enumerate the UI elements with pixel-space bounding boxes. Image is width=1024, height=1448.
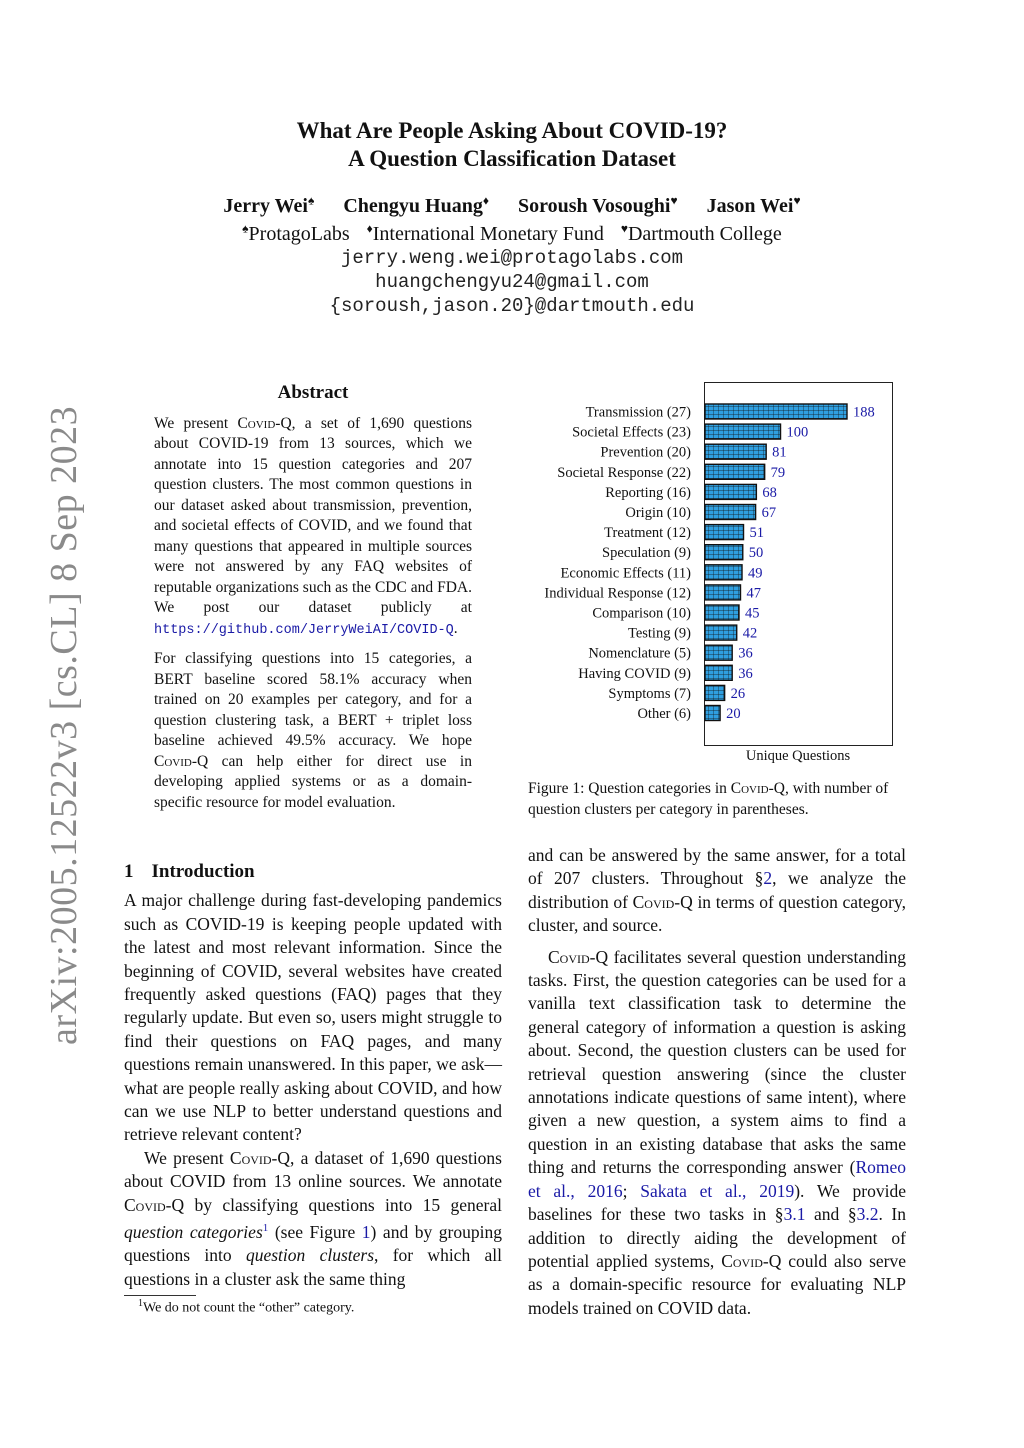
category-label: Societal Effects (23) — [572, 424, 691, 441]
figure-1 — [528, 382, 908, 772]
category-label: Symptoms (7) — [608, 685, 691, 702]
affiliation: ♠ProtagoLabs — [242, 221, 350, 246]
category-label: Nomenclature (5) — [588, 645, 691, 662]
value-label: 100 — [786, 424, 809, 441]
value-label: 68 — [762, 484, 777, 501]
email-1[interactable]: jerry.weng.wei@protagolabs.com — [340, 247, 684, 270]
right-paragraph-2: Covid-Q facilitates several question understanding tasks. First, the question categories can be used for a vanilla text classification task to determine the general category of information a question is asking about. Second, the question clusters can be used for retrieval question answering (since the cluster annotations indicate questions of same intent), where given a new question, a system aims to find a question in an existing database that asks the same thing and returns the corresponding answer (Romeo et al., 2016; Sakata et al., 2019). We provide baselines for these two tasks in §3.1 and §3.2. In addition to directly aiding the development of potential applied systems, Covid-Q could also serve as a domain-specific resource for evaluating NLP models trained on COVID data. — [528, 946, 907, 1318]
value-label: 26 — [730, 685, 746, 702]
affiliation: ♦International Monetary Fund — [366, 221, 604, 246]
value-label: 36 — [738, 645, 753, 662]
author: Chengyu Huang♦ — [343, 193, 489, 217]
category-label: Treatment (12) — [604, 525, 691, 542]
arxiv-identifier: arXiv:2005.12522v3 [cs.CL] 8 Sep 2023 — [43, 405, 85, 1045]
value-label: 36 — [738, 665, 753, 682]
figure-ref[interactable]: 1 — [361, 1221, 371, 1242]
bar — [705, 404, 847, 419]
author: Jerry Wei♠ — [223, 193, 315, 217]
section-ref[interactable]: 3.1 — [783, 1204, 806, 1225]
category-label: Comparison (10) — [592, 605, 691, 622]
footnote: $^1$We do not count the “other” category. — [138, 1298, 355, 1316]
dataset-link[interactable]: https://github.com/JerryWeiAI/COVID-Q — [154, 622, 454, 638]
category-label: Economic Effects (11) — [560, 565, 691, 582]
abstract-heading: Abstract — [277, 382, 349, 403]
introduction-section — [124, 860, 502, 1291]
bar — [705, 464, 765, 479]
value-label: 188 — [853, 404, 875, 421]
value-label: 42 — [742, 625, 758, 642]
author: Jason Wei♥ — [706, 193, 801, 217]
category-label: Having COVID (9) — [578, 665, 691, 682]
footnote-divider — [124, 1295, 196, 1296]
x-axis-label: Unique Questions — [745, 748, 851, 764]
bar — [705, 505, 756, 520]
bar — [705, 665, 732, 680]
footnote-ref[interactable]: 1 — [262, 1222, 269, 1235]
category-label: Transmission (27) — [585, 404, 691, 421]
right-column-text — [528, 844, 906, 1328]
citation-link[interactable]: Romeo et al., 2016 — [528, 1157, 906, 1201]
bar — [705, 706, 720, 721]
abstract-paragraph-2: For classifying questions into 15 categories, a BERT baseline scored 58.1% accuracy when trained on 20 examples per category, and for a question clustering task, a BERT + triplet loss baseline achieved 49.5% accuracy. We hope Covid-Q can help either for direct use in developing applied systems or as a domain-specific resource for model evaluation. — [154, 650, 472, 811]
intro-paragraph-1: A major challenge during fast-developing pandemics such as COVID-19 is keeping people updated with the latest and most relevant information. Since the beginning of COVID, several websites have created frequently asked questions (FAQ) pages that they regularly update. But even so, users might struggle to find their questions on FAQ pages, and many questions remain unanswered. In this paper, we ask—what are people really asking about COVID, and how can we use NLP to better understand questions and retrieve relevant content? — [124, 890, 502, 1145]
value-label: 81 — [772, 444, 787, 461]
section-ref[interactable]: 2 — [763, 868, 773, 889]
paper-header — [0, 117, 1024, 318]
figure-caption: Figure 1: Question categories in Covid-Q, with number of question clusters per category in parentheses. — [528, 780, 889, 818]
value-label: 47 — [746, 585, 761, 602]
value-label: 50 — [748, 545, 764, 562]
bar — [705, 525, 744, 540]
category-label: Origin (10) — [625, 505, 691, 521]
bar — [705, 685, 725, 700]
category-label: Speculation (9) — [602, 545, 691, 562]
affiliation: ♥Dartmouth College — [620, 221, 782, 246]
abstract-paragraph-1: We present Covid-Q, a set of 1,690 questions about COVID-19 from 13 sources, which we annotate into 15 question categories and 207 question clusters. The most common questions in our dataset asked about transmission, prevention, and societal effects of COVID, and we found that many questions that appeared in multiple sources were not answered by any FAQ websites of reputable organizations such as the CDC and FDA. We post our dataset publicly at https://github.com/JerryWeiAI/COVID-Q. — [154, 414, 472, 638]
category-label: Prevention (20) — [600, 444, 691, 461]
author: Soroush Vosoughi♥ — [517, 193, 678, 217]
category-label: Other (6) — [637, 706, 691, 722]
bar — [705, 444, 766, 459]
bar — [705, 424, 781, 439]
bar — [705, 565, 742, 580]
email-3[interactable]: {soroush,jason.20}@dartmouth.edu — [329, 295, 695, 318]
introduction-heading: 1 Introduction — [124, 861, 255, 882]
author-list — [0, 193, 1024, 218]
bar-chart — [528, 382, 908, 772]
email-2[interactable]: huangchengyu24@gmail.com — [375, 271, 649, 294]
value-label: 51 — [749, 525, 765, 542]
value-label: 79 — [770, 464, 786, 481]
intro-paragraph-2: We present Covid-Q, a dataset of 1,690 questions about COVID from 13 online sources. We annotate Covid-Q by classifying questions into 15 general question categories$^1$ (see Figure 1) and by grouping questions into question clusters, for which all questions in a cluster ask the same thing — [124, 1147, 503, 1289]
bar — [705, 625, 737, 640]
bar — [705, 484, 756, 499]
right-paragraph-1: and can be answered by the same answer, for a total of 207 clusters. Throughout §2, we analyze the distribution of Covid-Q in terms of question category, cluster, and source. — [528, 845, 906, 936]
category-label: Individual Response (12) — [544, 585, 691, 602]
bar — [705, 605, 739, 620]
category-label: Societal Response (22) — [557, 464, 691, 481]
affiliation-list — [0, 222, 1024, 247]
value-label: 49 — [748, 565, 763, 582]
bar — [705, 545, 743, 560]
abstract-section — [154, 383, 472, 821]
category-label: Testing (9) — [627, 625, 691, 642]
paper-title-line-1: What Are People Asking About COVID-19? — [296, 118, 728, 143]
value-label: 45 — [744, 605, 760, 622]
paper-title-line-2: A Question Classification Dataset — [348, 146, 676, 171]
citation-link[interactable]: Sakata et al., 2019 — [640, 1180, 795, 1201]
value-label: 67 — [761, 505, 777, 521]
section-ref[interactable]: 3.2 — [856, 1204, 879, 1225]
category-label: Reporting (16) — [605, 484, 691, 501]
bar — [705, 585, 741, 600]
bar — [705, 645, 732, 660]
value-label: 20 — [726, 706, 741, 722]
